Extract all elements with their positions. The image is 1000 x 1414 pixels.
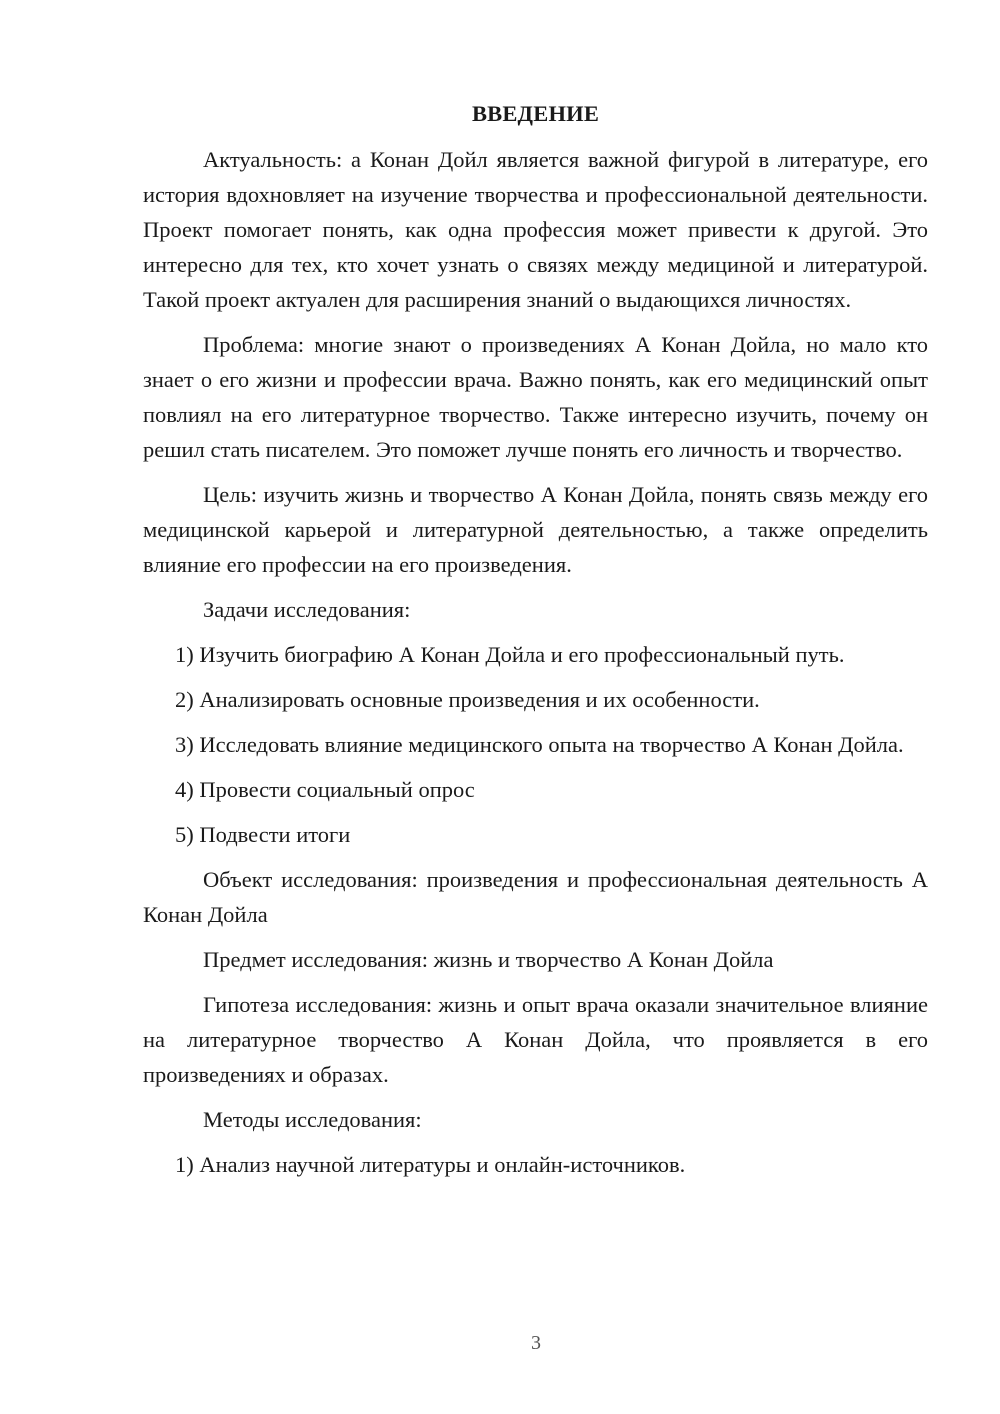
methods-heading: Методы исследования: (203, 1107, 422, 1132)
task-item: 2) Анализировать основные произведения и их особенности. (175, 687, 760, 712)
tasks-list (143, 637, 928, 852)
object-paragraph: Объект исследования: произведения и профессиональная деятельность А Конан Дойла (143, 867, 928, 927)
section-title: ВВЕДЕНИЕ (471, 101, 600, 126)
document-page (143, 96, 928, 1192)
methods-list (143, 1147, 928, 1182)
task-item: 3) Исследовать влияние медицинского опыта на творчество А Конан Дойла. (175, 732, 904, 757)
task-item: 4) Провести социальный опрос (175, 777, 475, 802)
goal-paragraph: Цель: изучить жизнь и творчество А Конан Дойла, понять связь между его медицинской карьерой и литературной деятельностью, а также определить влияние его профессии на его произведения. (143, 482, 928, 577)
method-item: 1) Анализ научной литературы и онлайн-источников. (175, 1152, 686, 1177)
hypothesis-paragraph: Гипотеза исследования: жизнь и опыт врача оказали значительное влияние на литературное творчество А Конан Дойла, что проявляется в его произведениях и образах. (143, 992, 928, 1087)
task-item: 1) Изучить биографию А Конан Дойла и его профессиональный путь. (175, 642, 845, 667)
problem-paragraph: Проблема: многие знают о произведениях А Конан Дойла, но мало кто знает о его жизни и профессии врача. Важно понять, как его медицинский опыт повлиял на его литературное творчество. Также интересно изучить, почему он решил стать писателем. Это поможет лучше понять его личность и творчество. (143, 332, 928, 462)
tasks-heading: Задачи исследования: (203, 597, 411, 622)
relevance-paragraph: Актуальность: а Конан Дойл является важной фигурой в литературе, его история вдохновляет на изучение творчества и профессиональной деятельности. Проект помогает понять, как одна профессия может привести к другой. Это интересно для тех, кто хочет узнать о связях между медициной и литературой. Такой проект актуален для расширения знаний о выдающихся личностях. (143, 147, 928, 312)
subject-paragraph: Предмет исследования: жизнь и творчество А Конан Дойла (203, 947, 774, 972)
task-item: 5) Подвести итоги (175, 822, 351, 847)
page-number: 3 (531, 1332, 541, 1354)
